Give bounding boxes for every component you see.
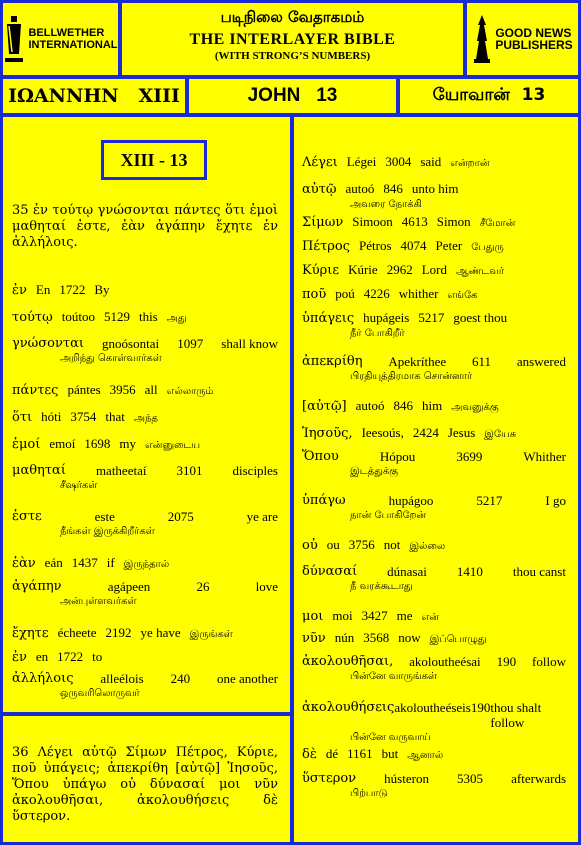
english-gloss: but [381, 746, 399, 761]
english-gloss: one another [216, 671, 278, 686]
tamil-gloss: நீ வரக்கூடாது [350, 581, 413, 592]
right-logo-box [464, 0, 581, 78]
tamil-chapter-label: யோவான் 13 [432, 85, 546, 105]
english-gloss: afterwards [511, 771, 566, 786]
tamil-gloss: என்னுடைய [144, 440, 201, 451]
greek-word: ἀλλήλοις [12, 671, 74, 686]
tamil-gloss: அவரை நோக்கி [350, 199, 422, 210]
transliteration: eán [44, 555, 63, 570]
strong-number: 1698 [84, 436, 111, 451]
word-line [12, 625, 278, 642]
tamil-gloss: இருங்கள் [189, 629, 233, 640]
left-logo-line1: BELLWETHER [28, 27, 105, 39]
transliteration: este [94, 509, 115, 524]
word-row [12, 625, 278, 642]
word-line [302, 354, 566, 369]
word-row [302, 449, 566, 479]
strong-number: 4074 [400, 238, 427, 253]
greek-word: τούτῳ [12, 310, 53, 325]
word-row [302, 654, 566, 684]
transliteration: moi [332, 608, 353, 623]
word-line [12, 509, 278, 524]
english-gloss: said [420, 154, 442, 169]
transliteration: toútoo [61, 309, 95, 324]
tamil-gloss: ஆண்டவர் [455, 266, 505, 277]
word-line [12, 649, 278, 665]
word-row [302, 771, 566, 801]
word-line [302, 154, 566, 171]
transliteration: agápeen [107, 579, 151, 594]
english-chapter-label: JOHN 13 [247, 85, 338, 106]
transliteration: akoloutheéseis [394, 700, 471, 715]
good-news-emblem-icon [472, 13, 492, 65]
tamil-gloss: பின்னே வாருங்கள் [350, 671, 438, 682]
english-gloss: follow [532, 654, 566, 669]
strong-number: 2962 [386, 262, 413, 277]
word-row [12, 555, 278, 572]
strong-number: 4226 [363, 286, 390, 301]
greek-word: ἔχητε [12, 626, 49, 641]
word-row [302, 398, 566, 415]
transliteration: matheetaí [95, 463, 147, 478]
word-line [12, 671, 278, 686]
word-line [302, 286, 566, 303]
word-line [302, 493, 566, 508]
transliteration: poú [335, 286, 355, 301]
tamil-gloss: இயேசு [484, 429, 517, 440]
tamil-gloss: இப்பொழுது [429, 634, 487, 645]
transliteration: Kúrie [348, 262, 378, 277]
english-gloss: Peter [435, 238, 463, 253]
english-gloss: to [92, 649, 103, 664]
transliteration: hóti [41, 409, 62, 424]
verse-label: XIII - 13 [120, 149, 188, 170]
word-line [302, 398, 566, 415]
transliteration: hústeron [384, 771, 429, 786]
strong-number: 846 [383, 181, 403, 196]
greek-chapter-cell [0, 76, 188, 116]
word-row [12, 336, 278, 366]
greek-word: ποῦ [302, 287, 327, 302]
english-gloss: now [398, 630, 421, 645]
strong-number: 5129 [103, 309, 130, 324]
right-logo-line1: GOOD NEWS [495, 26, 572, 40]
strong-number: 3568 [363, 630, 390, 645]
transliteration: Légei [346, 154, 377, 169]
word-line [12, 409, 278, 426]
word-row [302, 154, 566, 171]
greek-word: ἐὰν [12, 556, 36, 571]
greek-word: ἐμοί [12, 437, 41, 452]
greek-word: ἀγάπην [12, 579, 62, 594]
english-gloss: ye have [140, 625, 181, 640]
transliteration: Ieesoús, [361, 425, 404, 440]
word-row [302, 238, 566, 255]
tamil-gloss: அறிந்து கொள்வார்கள் [60, 353, 162, 364]
word-line [302, 449, 566, 464]
word-row [302, 537, 566, 554]
strong-number: 26 [196, 579, 210, 594]
strong-number: 1161 [347, 746, 373, 761]
english-gloss: Whither [523, 449, 566, 464]
tamil-gloss: இடத்துக்கு [350, 466, 399, 477]
greek-word: οὐ [302, 538, 318, 553]
transliteration: autoó [345, 181, 375, 196]
greek-word: ἀκολουθῆσαι, [302, 654, 394, 669]
strong-number: 5305 [457, 771, 484, 786]
english-gloss: ye are [246, 509, 278, 524]
english-gloss: me [396, 608, 413, 623]
word-row [12, 436, 278, 453]
word-line [12, 436, 278, 453]
title-subtitle: (WITH STRONG’S NUMBERS) [214, 50, 371, 62]
word-line [302, 608, 566, 625]
english-gloss: not [383, 537, 401, 552]
title-box [119, 0, 466, 78]
strong-number: 2424 [412, 425, 439, 440]
greek-word: ἐν [12, 650, 27, 665]
transliteration: Hópou [379, 449, 416, 464]
word-row [302, 493, 566, 523]
transliteration: En [35, 282, 51, 297]
greek-word: ἐν [12, 283, 27, 298]
english-gloss: Jesus [447, 425, 476, 440]
word-row [12, 463, 278, 493]
greek-word: μοι [302, 609, 324, 624]
word-row [302, 630, 566, 647]
strong-number: 611 [472, 354, 492, 369]
tamil-gloss: சீமோன் [479, 218, 516, 229]
transliteration: ou [326, 537, 340, 552]
word-line [302, 654, 566, 669]
word-row [12, 649, 278, 665]
tamil-gloss: ஒருவரிலொருவர் [60, 688, 140, 699]
title-english: THE INTERLAYER BIBLE [189, 31, 396, 48]
greek-word: ἀκολουθήσεις [302, 700, 395, 715]
greek-word: δὲ [302, 747, 317, 762]
transliteration: Simoon [352, 214, 393, 229]
english-gloss: my [119, 436, 136, 451]
word-row [12, 579, 278, 609]
strong-number: 5217 [418, 310, 445, 325]
tamil-gloss: நீர் போகிறீர் [350, 328, 405, 339]
tamil-gloss: அவனுக்கு [451, 402, 499, 413]
transliteration: pántes [67, 382, 101, 397]
english-gloss: if [106, 555, 115, 570]
word-row [12, 671, 278, 701]
greek-word: Πέτρος [302, 239, 351, 254]
tamil-gloss: எல்லாரும் [166, 386, 214, 397]
strong-number: 846 [393, 398, 414, 413]
greek-word: ὑπάγεις [302, 311, 355, 326]
word-row [12, 309, 278, 326]
english-gloss: all [144, 382, 158, 397]
word-line [12, 382, 278, 399]
strong-number: 2075 [167, 509, 194, 524]
word-row [12, 382, 278, 399]
word-line [302, 537, 566, 554]
greek-word: Σίμων [302, 215, 344, 230]
tamil-gloss: அது [166, 313, 187, 324]
english-gloss: whither [398, 286, 439, 301]
english-gloss: thou shalt follow [490, 700, 542, 730]
transliteration: alleélois [100, 671, 144, 686]
transliteration: dúnasai [387, 564, 427, 579]
word-row [302, 214, 566, 231]
greek-word: ὕστερον [302, 771, 357, 786]
greek-word: νῦν [302, 631, 326, 646]
english-gloss: disciples [232, 463, 278, 478]
greek-word: Λέγει [302, 155, 338, 170]
strong-number: 1437 [71, 555, 98, 570]
good-news-logo [467, 3, 578, 75]
word-row [12, 509, 278, 539]
word-line [302, 262, 566, 279]
transliteration: Apekríthee [388, 354, 447, 369]
verse36-text: 36 Λέγει αὐτῷ Σίμων Πέτρος, Κύριε, ποῦ ὑπάγεις; ἀπεκρίθη [αὐτῷ] Ἰησοῦς, Ὅπου ὑπάγω οὐ δύνασαί μοι νῦν ἀκολουθῆσαι, ἀκολουθήσεις δὲ ὕστερον. [12, 745, 278, 824]
verse35-text: 35 ἐν τούτῳ γνώσονται πάντες ὅτι ἐμοὶ μαθηταί ἐστε, ἐὰν ἀγάπην ἔχητε ἐν ἀλλήλοις. [12, 203, 278, 250]
word-line [302, 310, 566, 326]
word-row [302, 746, 566, 763]
strong-number: 240 [170, 671, 191, 686]
word-line [302, 214, 566, 231]
left-logo-line2: INTERNATIONAL [28, 39, 118, 51]
transliteration: écheete [57, 625, 97, 640]
greek-word: Ἰησοῦς, [302, 426, 353, 441]
word-row [12, 409, 278, 426]
tamil-gloss: பின்னே வருவாய் [350, 732, 432, 743]
greek-word: ὑπάγω [302, 493, 346, 508]
greek-word: γνώσονται [12, 336, 84, 351]
greek-word: [αὐτῷ] [302, 399, 347, 414]
tamil-gloss: பிற்பாடு [350, 788, 388, 799]
transliteration: hupágeis [363, 310, 410, 325]
tamil-gloss: ஆனால் [407, 750, 444, 761]
strong-number: 2192 [105, 625, 132, 640]
word-row [302, 564, 566, 594]
greek-word: ἀπεκρίθη [302, 354, 363, 369]
english-gloss: answered [516, 354, 566, 369]
greek-word: αὐτῷ [302, 182, 337, 197]
tamil-gloss: நீங்கள் இருக்கிறீர்கள் [60, 526, 155, 537]
strong-number: 190 [470, 700, 491, 715]
word-line [302, 564, 566, 579]
word-line [302, 771, 566, 786]
strong-number: 3004 [385, 154, 412, 169]
greek-chapter-label: ΙΩΑΝΝΗΝ XIII [8, 85, 180, 107]
transliteration: emoí [49, 436, 76, 451]
transliteration: gnoósontai [102, 336, 160, 351]
word-line [12, 463, 278, 478]
english-gloss: shall know [221, 336, 278, 351]
right-logo-line2: PUBLISHERS [495, 38, 573, 52]
word-row [302, 181, 566, 212]
title-tamil: படிநிலை வேதாகமம் [220, 8, 365, 26]
greek-word: μαθηταί [12, 463, 66, 478]
tamil-gloss: அந்த [133, 413, 158, 424]
tamil-gloss: இருந்தால் [123, 559, 170, 570]
word-line [302, 181, 566, 197]
strong-number: 1722 [57, 649, 84, 664]
tamil-gloss: எங்கே [447, 290, 478, 301]
english-gloss: unto him [411, 181, 459, 196]
greek-word: Κύριε [302, 263, 340, 278]
left-logo-box [0, 0, 121, 78]
transliteration: dé [325, 746, 339, 761]
strong-number: 3756 [348, 537, 375, 552]
word-line [302, 238, 566, 255]
english-gloss: Simon [436, 214, 471, 229]
english-gloss: By [94, 282, 110, 297]
english-gloss: I go [545, 493, 566, 508]
tamil-gloss: என் [421, 612, 439, 623]
greek-word: πάντες [12, 383, 59, 398]
strong-number: 1097 [177, 336, 204, 351]
english-chapter-cell [186, 76, 399, 116]
transliteration: autoó [355, 398, 385, 413]
word-line [302, 630, 566, 647]
tamil-gloss: அன்புள்ளவர்கள் [60, 596, 137, 607]
strong-number: 3754 [70, 409, 97, 424]
greek-word: Ὅπου [302, 449, 339, 464]
word-line [12, 555, 278, 572]
word-line [12, 336, 278, 351]
transliteration: Pétros [359, 238, 392, 253]
strong-number: 190 [496, 654, 517, 669]
word-row [302, 262, 566, 279]
word-row [302, 310, 566, 341]
tamil-gloss: சீஷர்கள் [60, 480, 98, 491]
word-row [302, 286, 566, 303]
strong-number: 5217 [476, 493, 503, 508]
english-gloss: him [422, 398, 443, 413]
verse-label-box [101, 140, 207, 180]
strong-number: 1722 [59, 282, 86, 297]
tamil-gloss: நான் போகிறேன் [350, 510, 427, 521]
word-line [302, 700, 566, 730]
english-gloss: that [105, 409, 125, 424]
word-row [302, 700, 566, 745]
english-gloss: thou canst [512, 564, 566, 579]
word-line [12, 309, 278, 326]
transliteration: nún [334, 630, 355, 645]
tamil-gloss: பிரதியுத்திரமாக சொன்னார் [350, 371, 473, 382]
word-row [302, 425, 566, 442]
strong-number: 1410 [456, 564, 483, 579]
bellwether-logo [3, 3, 118, 75]
greek-word: δύνασαί [302, 564, 358, 579]
transliteration: akoloutheésai [409, 654, 481, 669]
strong-number: 3101 [176, 463, 203, 478]
word-row [12, 282, 278, 298]
tamil-gloss: பேதுரு [471, 242, 504, 253]
word-line [12, 282, 278, 298]
english-gloss: Lord [421, 262, 447, 277]
strong-number: 3956 [109, 382, 136, 397]
word-row [302, 608, 566, 625]
transliteration: hupágoo [388, 493, 434, 508]
bellwether-emblem-icon [3, 14, 25, 64]
transliteration: en [35, 649, 49, 664]
greek-word: ἐστε [12, 509, 42, 524]
strong-number: 4613 [401, 214, 428, 229]
tamil-gloss: இல்லை [409, 541, 446, 552]
english-gloss: this [138, 309, 158, 324]
word-row [302, 354, 566, 384]
word-line [302, 746, 566, 763]
greek-word: ὅτι [12, 410, 33, 425]
tamil-gloss: என்றான் [450, 158, 490, 169]
word-line [302, 425, 566, 442]
word-line [12, 579, 278, 594]
english-gloss: love [255, 579, 278, 594]
strong-number: 3427 [361, 608, 388, 623]
english-gloss: goest thou [453, 310, 508, 325]
tamil-chapter-cell [397, 76, 581, 116]
strong-number: 3699 [456, 449, 483, 464]
